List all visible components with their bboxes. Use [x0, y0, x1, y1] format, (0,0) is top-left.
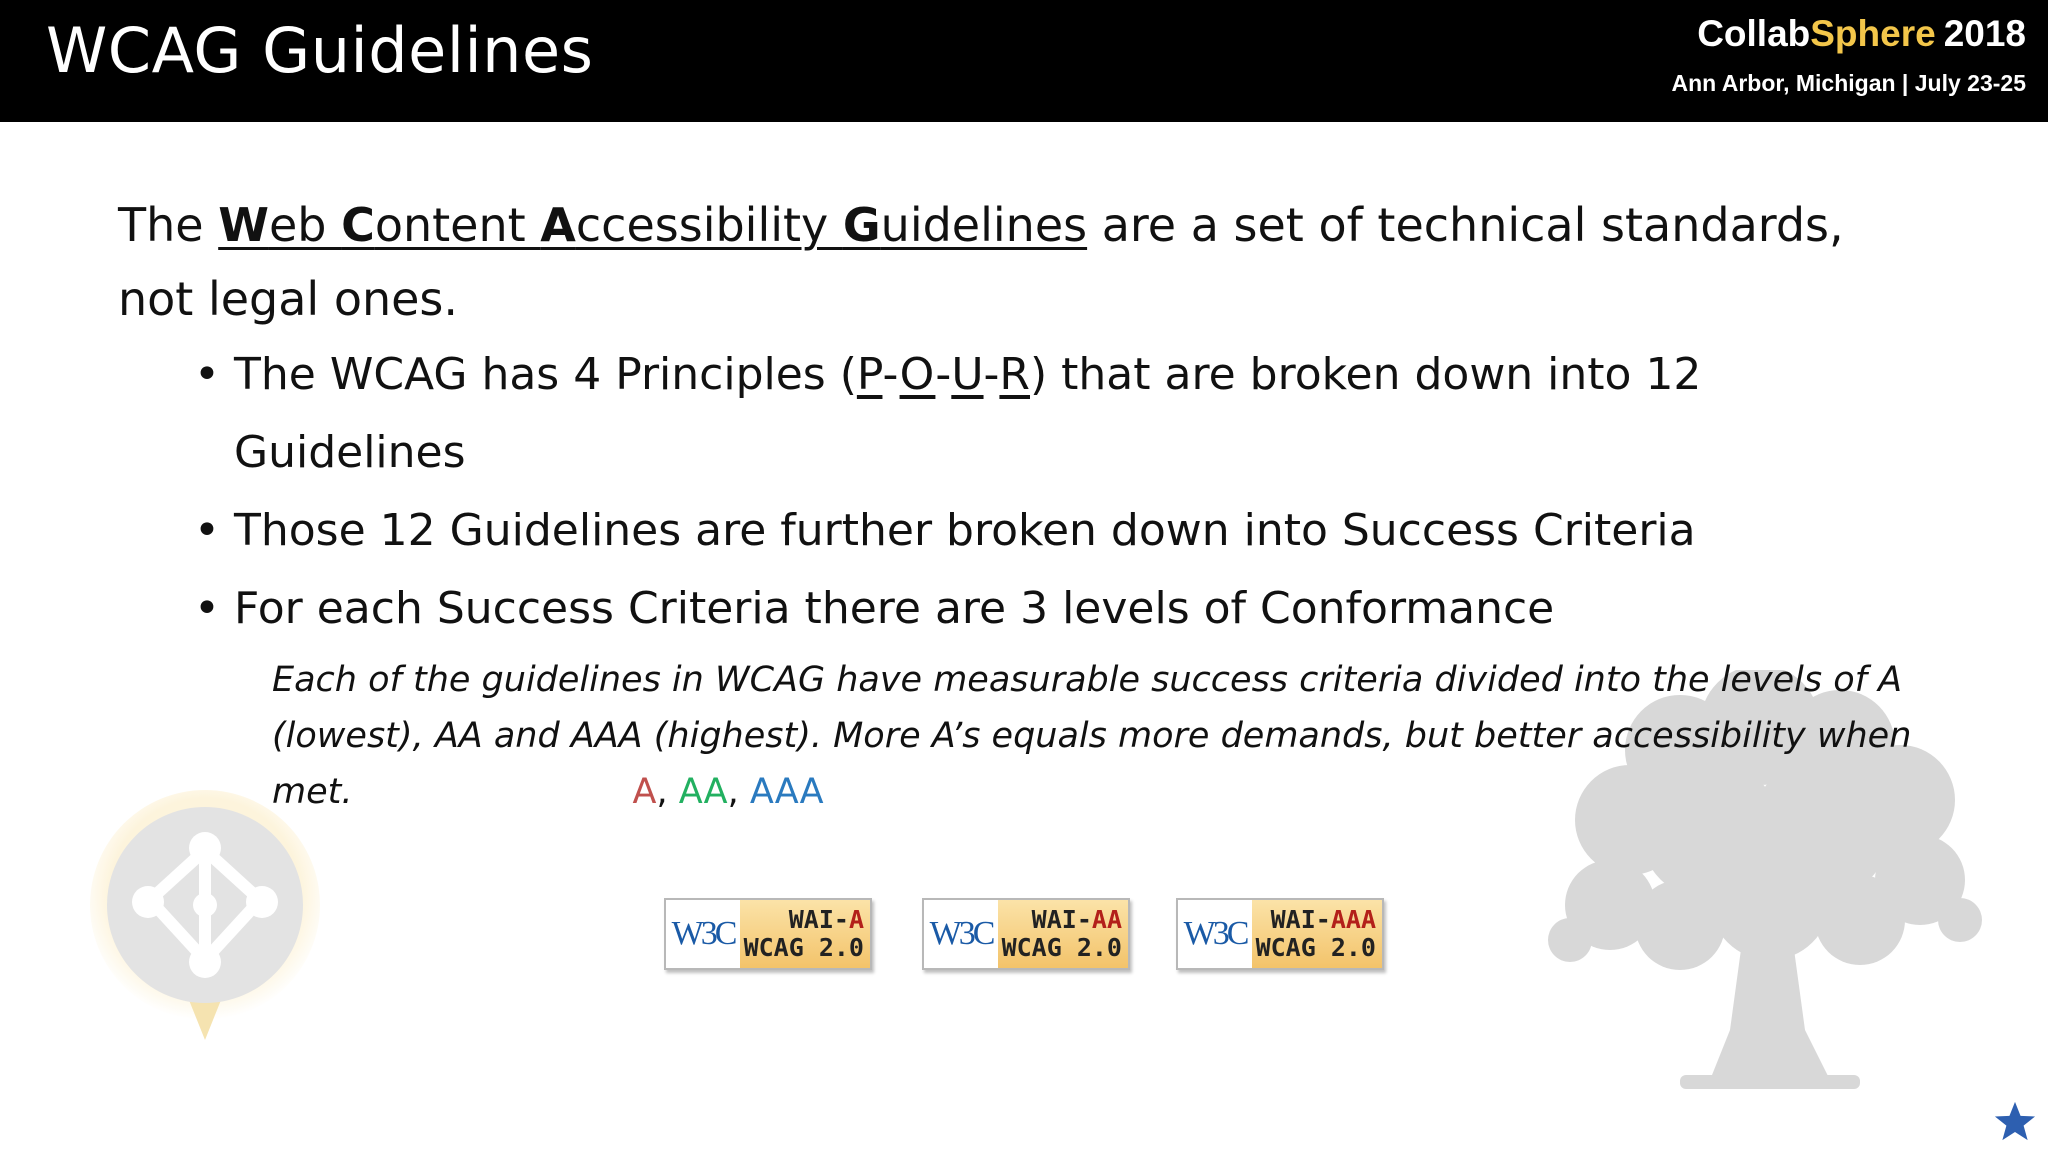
bullet-conformance: • For each Success Criteria there are 3 levels of Conformance	[194, 570, 1928, 648]
def-letter-a: A	[540, 198, 576, 252]
slide-body	[118, 188, 1928, 820]
bullet-guidelines: • Those 12 Guidelines are further broken down into Success Criteria	[194, 492, 1928, 570]
intro-paragraph	[118, 188, 1928, 336]
intro-prefix: The	[118, 198, 219, 252]
wcag-definition	[218, 198, 1087, 252]
def-word-accessibility: ccessibility	[575, 198, 843, 252]
badge-wcag-a	[664, 898, 872, 970]
slide-header	[0, 0, 2048, 122]
pour-r: R	[999, 349, 1030, 400]
bullet-principles-after: ) that are broken down into 12 Guidelines	[234, 349, 1702, 478]
brand-sphere: Sphere	[1810, 13, 1936, 54]
brand-subtitle: Ann Arbor, Michigan | July 23-25	[1671, 70, 2026, 96]
badge-spec: WCAG 2.0	[743, 933, 864, 962]
w3c-logo-icon: W3C	[924, 900, 998, 968]
w3c-logo-icon: W3C	[1178, 900, 1252, 968]
pour-acronym: P-O-U-R	[856, 349, 1030, 400]
badge-label	[1252, 900, 1382, 968]
badge-level: AA	[1091, 905, 1122, 934]
pour-p: P	[856, 349, 883, 400]
conference-brand	[1672, 10, 2027, 98]
badge-spec: WCAG 2.0	[1001, 933, 1122, 962]
badge-prefix: WAI-	[788, 905, 849, 934]
star-icon	[1992, 1100, 2038, 1144]
badge-prefix: WAI-	[1270, 905, 1331, 934]
def-letter-w: W	[218, 198, 269, 252]
def-word-content: ontent	[374, 198, 541, 252]
pour-o: O	[899, 349, 936, 400]
level-aa: AA	[678, 772, 728, 812]
badge-level: A	[848, 905, 864, 934]
conformance-levels: A, AA, AAA	[632, 772, 824, 812]
def-word-web: eb	[268, 198, 342, 252]
bullet-principles	[194, 336, 1928, 492]
def-letter-g: G	[842, 198, 881, 252]
conformance-note	[272, 652, 1932, 820]
badge-wcag-aaa	[1176, 898, 1384, 970]
slide-title: WCAG Guidelines	[46, 14, 594, 87]
bullet-list	[118, 336, 1928, 648]
badge-label	[998, 900, 1128, 968]
badge-wcag-aa	[922, 898, 1130, 970]
badge-prefix: WAI-	[1031, 905, 1092, 934]
badge-label	[740, 900, 870, 968]
pour-u: U	[951, 349, 984, 400]
badge-level: AAA	[1330, 905, 1376, 934]
brand-collab: Collab	[1697, 13, 1811, 54]
badge-spec: WCAG 2.0	[1255, 933, 1376, 962]
conformance-badges	[664, 898, 1384, 972]
w3c-logo-icon: W3C	[666, 900, 740, 968]
intro-suffix: are a set of technical standards, not legal ones.	[118, 198, 1844, 326]
def-letter-c: C	[341, 198, 375, 252]
note-text: Each of the guidelines in WCAG have measurable success criteria divided into the levels of A (lowest), AA and AAA (highest). More A’s equals more demands, but better accessibility when met.	[272, 660, 1912, 812]
def-word-guidelines: uidelines	[880, 198, 1088, 252]
brand-year: 2018	[1943, 13, 2026, 54]
level-aaa: AAA	[749, 772, 824, 812]
brand-name	[1672, 10, 2027, 58]
bullet-principles-before: The WCAG has 4 Principles (	[234, 349, 857, 400]
level-a: A	[632, 772, 657, 812]
collabsphere-logo-icon	[90, 790, 320, 1060]
